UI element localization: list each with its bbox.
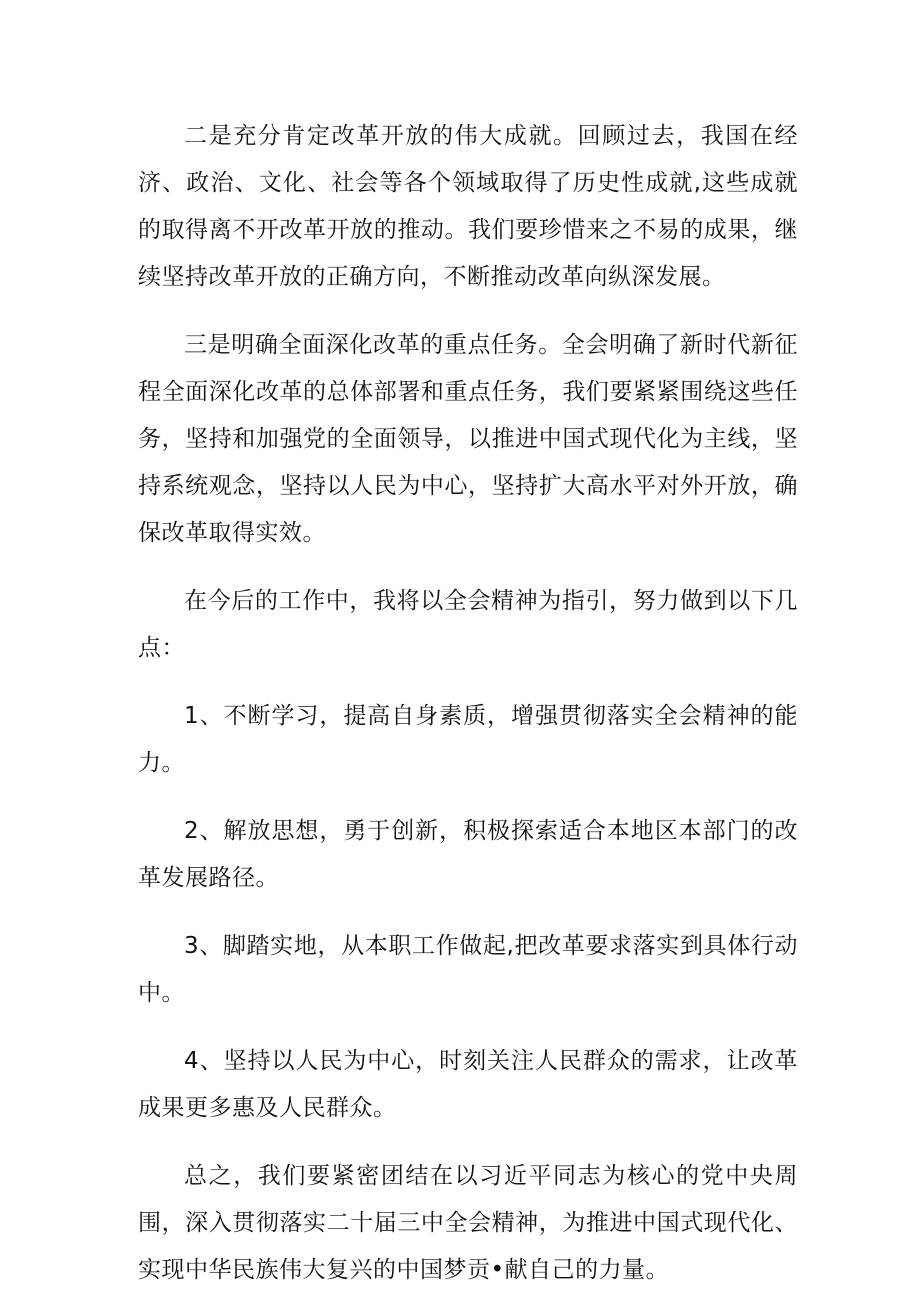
list-item-3: 3、脚踏实地，从本职工作做起,把改革要求落实到具体行动中。: [138, 933, 798, 1006]
paragraph-conclusion: 总之，我们要紧密团结在以习近平同志为核心的党中央周围，深入贯彻落实二十届三中全会精神，为推进中国式现代化、实现中华民族伟大复兴的中国梦贡•献自己的力量。: [138, 1163, 798, 1283]
list-item-1: 1、不断学习，提高自身素质，增强贯彻落实全会精神的能力。: [138, 703, 798, 776]
list-item-4: 4、坚持以人民为中心，时刻关注人民群众的需求，让改革成果更多惠及人民群众。: [138, 1048, 798, 1121]
document-body: [138, 113, 798, 1315]
paragraph-future-work: 在今后的工作中，我将以全会精神为指引，努力做到以下几点：: [138, 588, 798, 661]
paragraph-key-tasks: 三是明确全面深化改革的重点任务。全会明确了新时代新征程全面深化改革的总体部署和重点任务，我们要紧紧围绕这些任务，坚持和加强党的全面领导，以推进中国式现代化为主线，坚持系统观念，坚持以人民为中心，坚持扩大高水平对外开放，确保改革取得实效。: [138, 332, 798, 546]
list-item-2: 2、解放思想，勇于创新，积极探索适合本地区本部门的改革发展路径。: [138, 818, 798, 891]
paragraph-achievements: 二是充分肯定改革开放的伟大成就。回顾过去，我国在经济、政治、文化、社会等各个领域取得了历史性成就,这些成就的取得离不开改革开放的推动。我们要珍惜来之不易的成果，继续坚持改革开放的正确方向，不断推动改革向纵深发展。: [138, 123, 798, 290]
